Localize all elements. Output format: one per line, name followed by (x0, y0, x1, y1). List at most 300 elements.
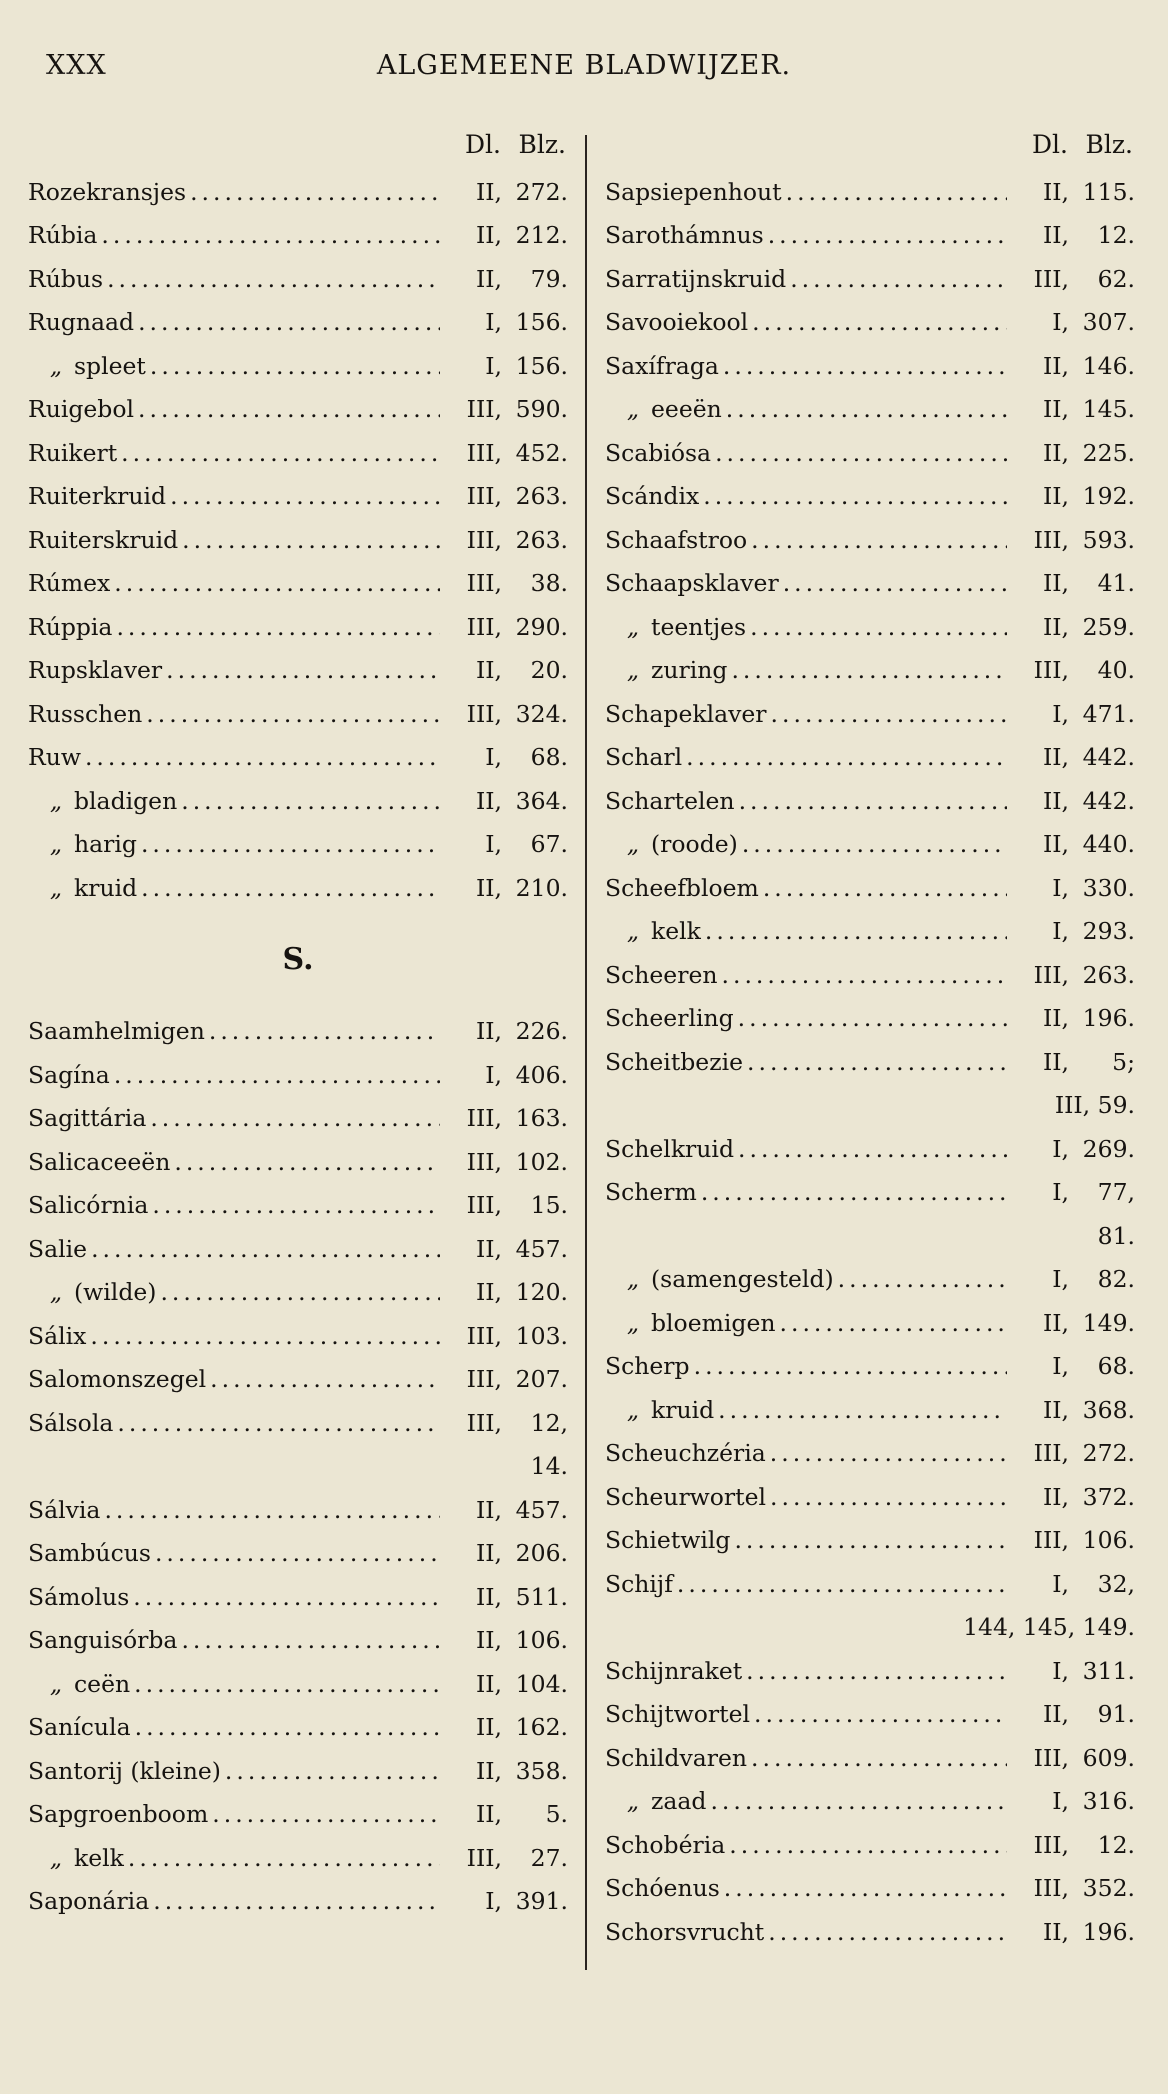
volume-ref: I, (485, 743, 502, 772)
volume-ref: I, (1052, 1134, 1069, 1163)
page-ref: 225. (1082, 438, 1135, 467)
entry-name (605, 1787, 706, 1815)
volume-ref: III, (466, 1147, 502, 1176)
ditto-mark: „ (626, 395, 639, 424)
page-ref: 206. (515, 1539, 568, 1568)
entry-term: Sambúcus (28, 1539, 151, 1568)
entries-r (28, 170, 568, 910)
entry-term: Schorsvrucht (605, 1917, 765, 1946)
dot-leader (735, 787, 1007, 815)
volume-ref: II, (475, 1800, 502, 1829)
entry-term: Schelkruid (605, 1134, 734, 1163)
volume-ref: III, (1033, 1526, 1069, 1555)
dot-leader (738, 830, 1007, 858)
page-ref: 102. (515, 1147, 568, 1176)
entry-term: teentjes (651, 612, 747, 641)
column-divider (585, 135, 587, 1970)
entry-name (605, 221, 764, 249)
volume-ref: II, (475, 1017, 502, 1046)
volume-ref: I, (485, 1060, 502, 1089)
volume-ref: III, (466, 395, 502, 424)
index-entry (28, 1358, 568, 1402)
entry-term: spleet (74, 351, 146, 380)
entry-term: Schapeklaver (605, 699, 767, 728)
page-ref: 144, 145, 149. (963, 1613, 1135, 1642)
column-header-left (28, 130, 568, 170)
entry-name (28, 1713, 131, 1741)
entry-term: Sagína (28, 1060, 110, 1089)
entry-name (28, 1800, 208, 1828)
dot-leader (782, 178, 1007, 206)
entry-name (28, 1670, 130, 1698)
index-entry (28, 1140, 568, 1184)
volume-ref: II, (1042, 1004, 1069, 1033)
page-ref: 149. (1082, 1308, 1135, 1337)
index-entry (28, 431, 568, 475)
dot-leader (719, 352, 1007, 380)
dot-leader (146, 1104, 440, 1132)
entry-term: ceën (74, 1669, 131, 1698)
entry-term: Sanícula (28, 1713, 131, 1742)
index-entry (605, 257, 1135, 301)
index-entry (28, 1401, 568, 1445)
index-entry (28, 518, 568, 562)
index-entry (28, 388, 568, 432)
page-ref: 20. (530, 656, 568, 685)
index-entry (605, 1910, 1135, 1954)
right-column (605, 130, 1135, 1954)
index-entry (605, 301, 1135, 345)
index-entry (28, 736, 568, 780)
page-header (46, 50, 1122, 90)
dot-leader (682, 743, 1007, 771)
page-ref: 156. (515, 308, 568, 337)
index-entry (28, 649, 568, 693)
entry-term: Ruiterkruid (28, 482, 167, 511)
entry-name (605, 1483, 766, 1511)
entry-name (605, 1657, 742, 1685)
dot-leader (720, 1874, 1007, 1902)
entry-name (28, 395, 134, 423)
page-number: XXX (46, 50, 107, 81)
entry-name (605, 830, 738, 858)
index-entry (28, 692, 568, 736)
entry-term: Ruigebol (28, 395, 135, 424)
entry-term: Scherm (605, 1178, 697, 1207)
dot-leader (97, 221, 440, 249)
page-ref: 5; (1112, 1047, 1135, 1076)
volume-ref: III, (466, 612, 502, 641)
dot-leader (86, 1322, 440, 1350)
entry-term: Santorij (kleine) (28, 1756, 221, 1785)
index-entry (605, 1867, 1135, 1911)
page-ref: 259. (1082, 612, 1135, 641)
entry-name (28, 352, 146, 380)
entry-term: Sálvia (28, 1495, 101, 1524)
volume-ref: I, (1052, 1787, 1069, 1816)
index-entry (605, 1345, 1135, 1389)
index-entry (605, 1562, 1135, 1606)
volume-ref: II, (1042, 830, 1069, 859)
index-entry (28, 605, 568, 649)
page-ref: 316. (1082, 1787, 1135, 1816)
page-ref: 145. (1082, 395, 1135, 424)
entry-term: Schijnraket (605, 1656, 743, 1685)
page-ref: 358. (515, 1756, 568, 1785)
dot-leader (714, 1396, 1007, 1424)
volume-ref: I, (485, 351, 502, 380)
entry-name (28, 743, 81, 771)
volume-ref: II, (1042, 1482, 1069, 1511)
page-ref: 609. (1082, 1743, 1135, 1772)
entry-term: Scándix (605, 482, 700, 511)
page-title: ALGEMEENE BLADWIJZER. (376, 50, 792, 81)
page-ref: III, 59. (1054, 1091, 1135, 1120)
column-header-right (605, 130, 1135, 170)
page-ref: 79. (530, 264, 568, 293)
volume-ref: III, (466, 699, 502, 728)
entry-name (605, 1309, 776, 1337)
volume-ref: II, (475, 1539, 502, 1568)
index-entry (605, 1040, 1135, 1084)
entry-name (605, 874, 759, 902)
entry-name (605, 1570, 673, 1598)
entry-name (28, 1496, 100, 1524)
index-entry (28, 344, 568, 388)
entry-term: harig (74, 830, 137, 859)
page-ref: 368. (1082, 1395, 1135, 1424)
ditto-mark: „ (49, 351, 62, 380)
page-ref: 156. (515, 351, 568, 380)
page-ref: 372. (1082, 1482, 1135, 1511)
index-entry (605, 388, 1135, 432)
dot-leader (697, 1178, 1007, 1206)
volume-ref: III, (466, 1843, 502, 1872)
entry-name (28, 874, 137, 902)
dot-leader (156, 1278, 440, 1306)
index-entry (28, 1619, 568, 1663)
entry-name (28, 178, 186, 206)
entry-name (605, 482, 699, 510)
index-entry (605, 1780, 1135, 1824)
entry-name (28, 265, 103, 293)
entry-term: Rúppia (28, 612, 113, 641)
volume-ref: II, (1042, 743, 1069, 772)
volume-ref: II, (475, 873, 502, 902)
volume-ref: III, (1033, 1439, 1069, 1468)
volume-ref: III, (466, 525, 502, 554)
volume-ref: II, (475, 1713, 502, 1742)
dot-leader (746, 613, 1007, 641)
index-continuation (28, 1445, 568, 1489)
entry-term: Scabiósa (605, 438, 712, 467)
volume-ref: I, (1052, 873, 1069, 902)
page-ref: 307. (1082, 308, 1135, 337)
dot-leader (146, 352, 440, 380)
dot-leader (747, 526, 1007, 554)
page-ref: 91. (1097, 1700, 1135, 1729)
index-entry (605, 997, 1135, 1041)
page-ref: 471. (1082, 699, 1135, 728)
ditto-mark: „ (626, 1265, 639, 1294)
dot-leader (701, 917, 1007, 945)
entry-term: bloemigen (651, 1308, 776, 1337)
index-entry (28, 1053, 568, 1097)
volume-ref: II, (1042, 786, 1069, 815)
page-ref: 162. (515, 1713, 568, 1742)
volume-ref: II, (1042, 1395, 1069, 1424)
entry-name (605, 1918, 764, 1946)
volume-ref: I, (485, 1887, 502, 1916)
entry-term: Saxífraga (605, 351, 719, 380)
index-continuation (605, 1084, 1135, 1128)
volume-ref: II, (1042, 351, 1069, 380)
volume-ref: III, (1033, 656, 1069, 685)
page-ref: 106. (1082, 1526, 1135, 1555)
entry-term: Sapgroenboom (28, 1800, 209, 1829)
dot-leader (206, 1365, 440, 1393)
volume-ref: I, (1052, 1656, 1069, 1685)
entry-name (28, 830, 137, 858)
page-ref: 196. (1082, 1004, 1135, 1033)
index-entry (605, 1736, 1135, 1780)
index-entry (605, 1519, 1135, 1563)
entry-name (605, 1135, 734, 1163)
volume-ref: II, (475, 1669, 502, 1698)
ditto-mark: „ (626, 1787, 639, 1816)
entry-term: Sapsiepenhout (605, 177, 782, 206)
volume-ref: III, (466, 1191, 502, 1220)
section-letter: S. (282, 942, 314, 977)
dot-leader (110, 569, 440, 597)
page-ref: 212. (515, 221, 568, 250)
entry-name (28, 1061, 110, 1089)
index-entry (28, 1271, 568, 1315)
left-column (28, 130, 568, 1923)
volume-ref: II, (1042, 1700, 1069, 1729)
index-entry (28, 1184, 568, 1228)
index-entry (28, 1662, 568, 1706)
page-ref: 81. (1097, 1221, 1135, 1250)
dot-leader (718, 961, 1008, 989)
entry-term: Saamhelmigen (28, 1017, 205, 1046)
entry-term: Sámolus (28, 1582, 130, 1611)
volume-ref: II, (475, 786, 502, 815)
dot-leader (748, 308, 1007, 336)
ditto-mark: „ (626, 1395, 639, 1424)
dot-leader (178, 526, 440, 554)
index-entry (28, 1010, 568, 1054)
entry-term: Salie (28, 1234, 88, 1263)
dot-leader (742, 1657, 1007, 1685)
entry-name (28, 221, 97, 249)
entry-term: Scheuchzéria (605, 1439, 766, 1468)
entry-term: Scheurwortel (605, 1482, 767, 1511)
page-ref: 82. (1097, 1265, 1135, 1294)
dot-leader (208, 1800, 440, 1828)
dot-leader (779, 569, 1007, 597)
page-ref: 27. (530, 1843, 568, 1872)
index-entry (28, 1532, 568, 1576)
page-ref: 457. (515, 1495, 568, 1524)
entry-name (605, 569, 779, 597)
index-entry (605, 779, 1135, 823)
entry-name (605, 1396, 714, 1424)
index-entry (605, 214, 1135, 258)
entry-term: (wilde) (74, 1278, 157, 1307)
entry-term: Salomonszegel (28, 1365, 207, 1394)
dot-leader (148, 1191, 440, 1219)
index-entry (605, 692, 1135, 736)
entry-name (28, 1365, 206, 1393)
page-ref: 364. (515, 786, 568, 815)
volume-ref: II, (475, 1234, 502, 1263)
volume-ref: II, (1042, 1047, 1069, 1076)
volume-ref: III, (466, 1365, 502, 1394)
dot-leader (743, 1048, 1007, 1076)
entry-name (605, 1048, 743, 1076)
dot-leader (177, 1626, 440, 1654)
entry-name (605, 656, 727, 684)
entry-term: Schietwilg (605, 1526, 731, 1555)
volume-ref: I, (1052, 308, 1069, 337)
page-ref: 68. (1097, 1352, 1135, 1381)
page-ref: 406. (515, 1060, 568, 1089)
blz-heading: Blz. (518, 130, 566, 159)
page-ref: 120. (515, 1278, 568, 1307)
dot-leader (764, 1918, 1007, 1946)
page-ref: 263. (1082, 960, 1135, 989)
entry-name (28, 1409, 113, 1437)
entry-name (28, 1278, 156, 1306)
entry-term: Scherp (605, 1352, 690, 1381)
entry-name (605, 743, 682, 771)
entry-name (28, 656, 162, 684)
page-ref: 440. (1082, 830, 1135, 859)
dot-leader (112, 613, 440, 641)
volume-ref: II, (1042, 395, 1069, 424)
volume-ref: III, (466, 569, 502, 598)
ditto-mark: „ (49, 1278, 62, 1307)
ditto-mark: „ (49, 873, 62, 902)
volume-ref: II, (475, 1756, 502, 1785)
page-ref: 77, (1097, 1178, 1135, 1207)
entry-term: Scheefbloem (605, 873, 759, 902)
page-ref: 293. (1082, 917, 1135, 946)
page-ref: 40. (1097, 656, 1135, 685)
index-entry (28, 257, 568, 301)
volume-ref: III, (466, 438, 502, 467)
volume-ref: III, (1033, 960, 1069, 989)
index-entry (605, 1258, 1135, 1302)
index-entry (28, 475, 568, 519)
entry-term: zuring (651, 656, 728, 685)
ditto-mark: „ (49, 830, 62, 859)
dot-leader (759, 874, 1007, 902)
dot-leader (730, 1526, 1007, 1554)
entry-term: Schijf (605, 1569, 673, 1598)
dot-leader (149, 1887, 440, 1915)
page-ref: 352. (1082, 1874, 1135, 1903)
entry-term: Schijtwortel (605, 1700, 751, 1729)
volume-ref: II, (1042, 612, 1069, 641)
entry-term: kruid (651, 1395, 715, 1424)
entry-term: Salicórnia (28, 1191, 149, 1220)
entry-name (605, 1265, 834, 1293)
entry-name (28, 1844, 124, 1872)
page-ref: 106. (515, 1626, 568, 1655)
page-ref: 290. (515, 612, 568, 641)
index-entry (28, 1749, 568, 1793)
entry-name (28, 1104, 146, 1132)
volume-ref: III, (466, 482, 502, 511)
entry-term: bladigen (74, 786, 178, 815)
page-ref: 12. (1097, 1830, 1135, 1859)
ditto-mark: „ (626, 656, 639, 685)
page-ref: 32, (1097, 1569, 1135, 1598)
dot-leader (113, 1409, 440, 1437)
dot-leader (205, 1017, 440, 1045)
entry-term: Sarothámnus (605, 221, 764, 250)
page-ref: 590. (515, 395, 568, 424)
index-entry (605, 1432, 1135, 1476)
ditto-mark: „ (49, 1843, 62, 1872)
dl-heading: Dl. (465, 130, 501, 159)
page-ref: 15. (530, 1191, 568, 1220)
page-ref: 263. (515, 525, 568, 554)
page-ref: 196. (1082, 1917, 1135, 1946)
dot-leader (117, 439, 440, 467)
index-entry (605, 1301, 1135, 1345)
entry-name (605, 395, 722, 423)
entry-term: Schartelen (605, 786, 735, 815)
ditto-mark: „ (49, 786, 62, 815)
entry-name (605, 1004, 734, 1032)
volume-ref: II, (1042, 1917, 1069, 1946)
index-entry (605, 953, 1135, 997)
dot-leader (711, 439, 1007, 467)
dot-leader (706, 1787, 1007, 1815)
entry-term: eeeën (651, 395, 722, 424)
dot-leader (750, 1700, 1007, 1728)
index-entry (605, 910, 1135, 954)
index-entry (605, 562, 1135, 606)
entry-term: Schóenus (605, 1874, 720, 1903)
entry-term: Sanguisórba (28, 1626, 178, 1655)
page-ref: 272. (1082, 1439, 1135, 1468)
entry-term: Sarratijnskruid (605, 264, 787, 293)
volume-ref: II, (475, 177, 502, 206)
entry-name (28, 1887, 149, 1915)
volume-ref: III, (1033, 264, 1069, 293)
page-ref: 38. (530, 569, 568, 598)
entry-name (28, 1235, 87, 1263)
entry-term: Rúbus (28, 264, 104, 293)
ditto-mark: „ (626, 1308, 639, 1337)
entry-name (605, 1526, 730, 1554)
blz-heading: Blz. (1085, 130, 1133, 159)
entry-term: Salicaceeën (28, 1147, 171, 1176)
entry-name (605, 439, 711, 467)
page-ref: 14. (530, 1452, 568, 1481)
page-ref: 226. (515, 1017, 568, 1046)
index-continuation (605, 1606, 1135, 1650)
entry-name (28, 1583, 129, 1611)
dl-heading: Dl. (1032, 130, 1068, 159)
volume-ref: I, (1052, 1265, 1069, 1294)
index-continuation (605, 1214, 1135, 1258)
page-ref: 263. (515, 482, 568, 511)
